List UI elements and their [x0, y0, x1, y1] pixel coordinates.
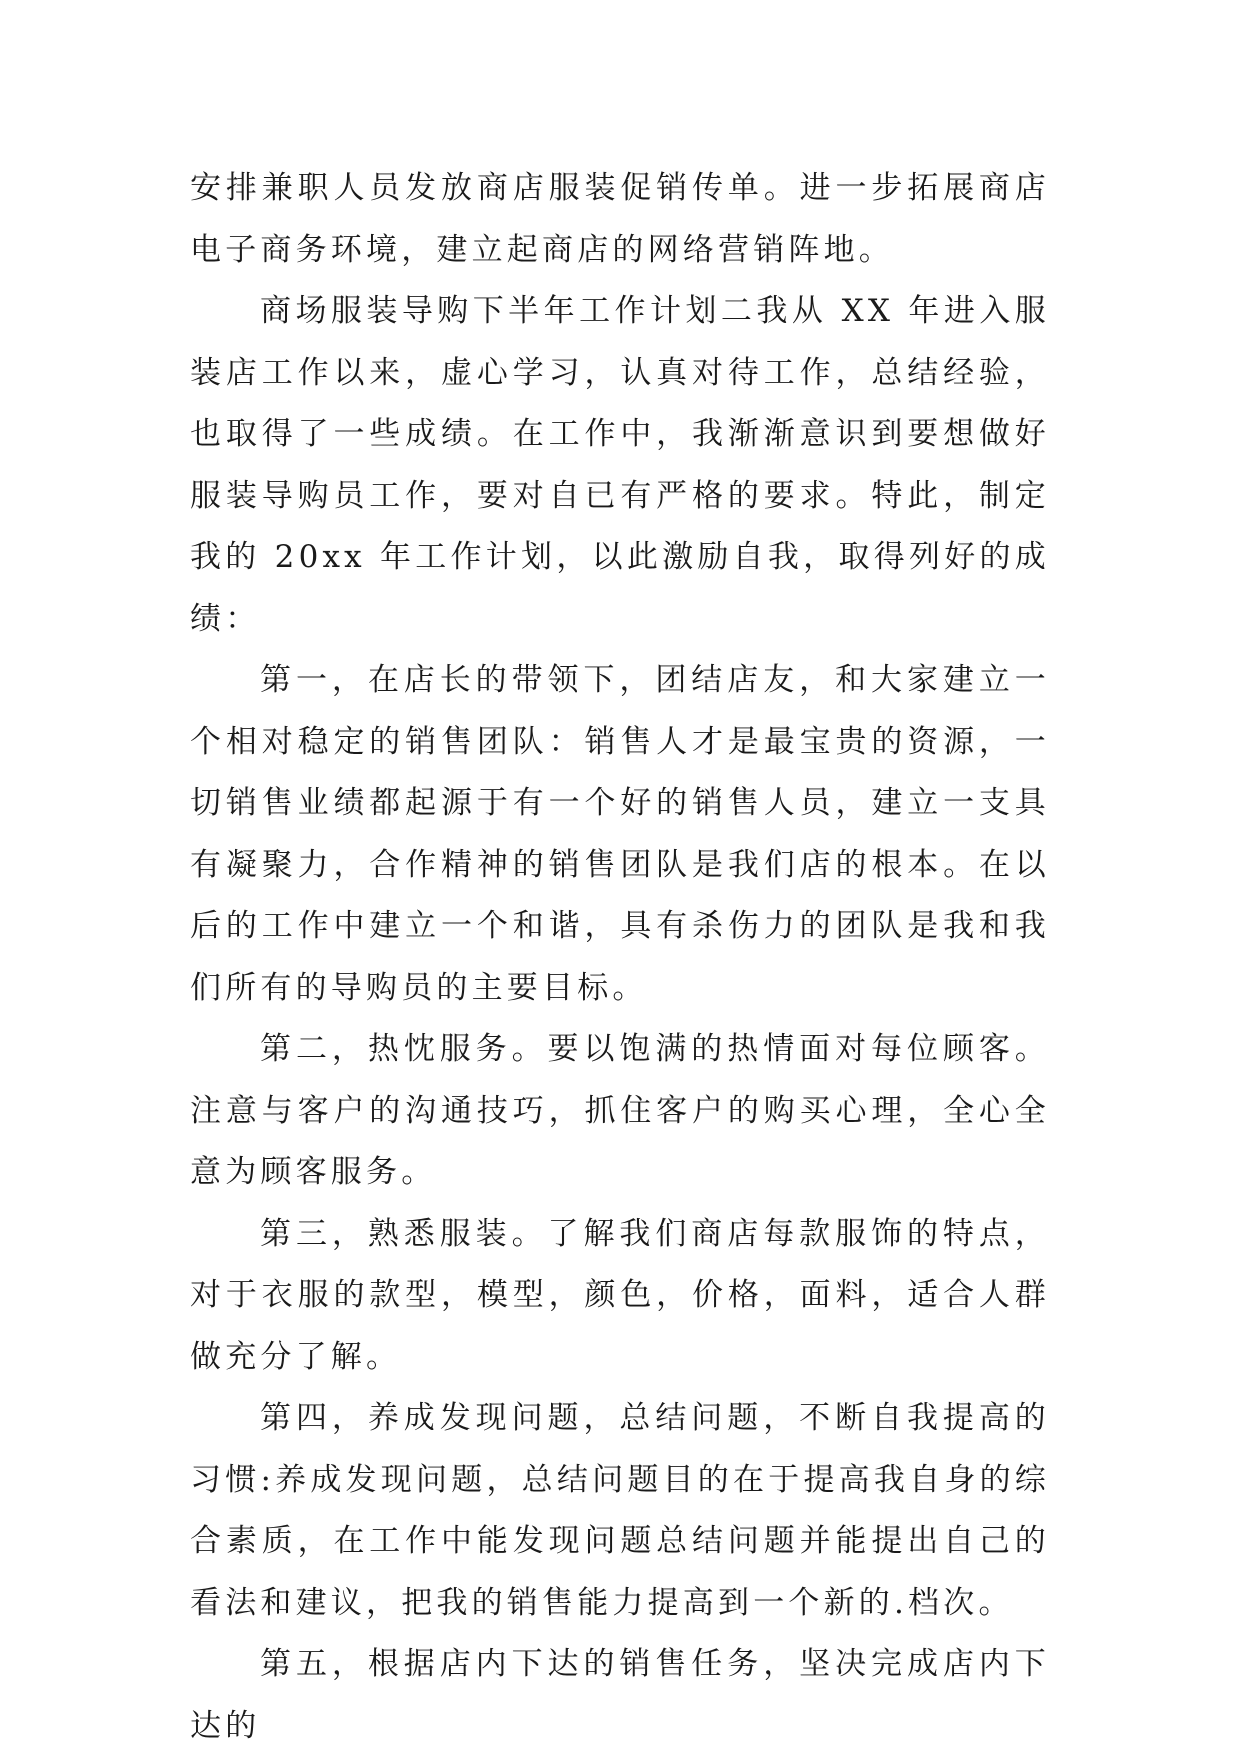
paragraph-continued: 安排兼职人员发放商店服装促销传单。进一步拓展商店电子商务环境，建立起商店的网络营销阵地。 — [190, 170, 1050, 268]
paragraph-point-2: 第二，热忱服务。要以饱满的热情面对每位顾客。注意与客户的沟通技巧，抓住客户的购买心理，全心全意为顾客服务。 — [190, 1031, 1050, 1190]
paragraph-point-5: 第五，根据店内下达的销售任务，坚决完成店内下达的 — [190, 1646, 1050, 1744]
paragraph-plan-intro: 商场服装导购下半年工作计划二我从 XX 年进入服装店工作以来，虚心学习，认真对待工作，总结经验，也取得了一些成绩。在工作中，我渐渐意识到要想做好服装导购员工作，要对自已有严格的要求。特此，制定我的 20xx 年工作计划，以此激励自我，取得列好的成绩： — [190, 293, 1050, 637]
paragraph-point-4: 第四，养成发现问题，总结问题，不断自我提高的习惯:养成发现问题，总结问题目的在于提高我自身的综合素质，在工作中能发现问题总结问题并能提出自己的看法和建议，把我的销售能力提高到一个新的.档次。 — [190, 1400, 1050, 1621]
paragraph-point-3: 第三，熟悉服装。了解我们商店每款服饰的特点，对于衣服的款型，模型，颜色，价格，面料，适合人群做充分了解。 — [190, 1215, 1050, 1375]
document-body — [190, 158, 1050, 1757]
paragraph-point-1: 第一，在店长的带领下，团结店友，和大家建立一个相对稳定的销售团队：销售人才是最宝贵的资源，一切销售业绩都起源于有一个好的销售人员，建立一支具有凝聚力，合作精神的销售团队是我们店的根本。在以后的工作中建立一个和谐，具有杀伤力的团队是我和我们所有的导购员的主要目标。 — [190, 662, 1050, 1006]
